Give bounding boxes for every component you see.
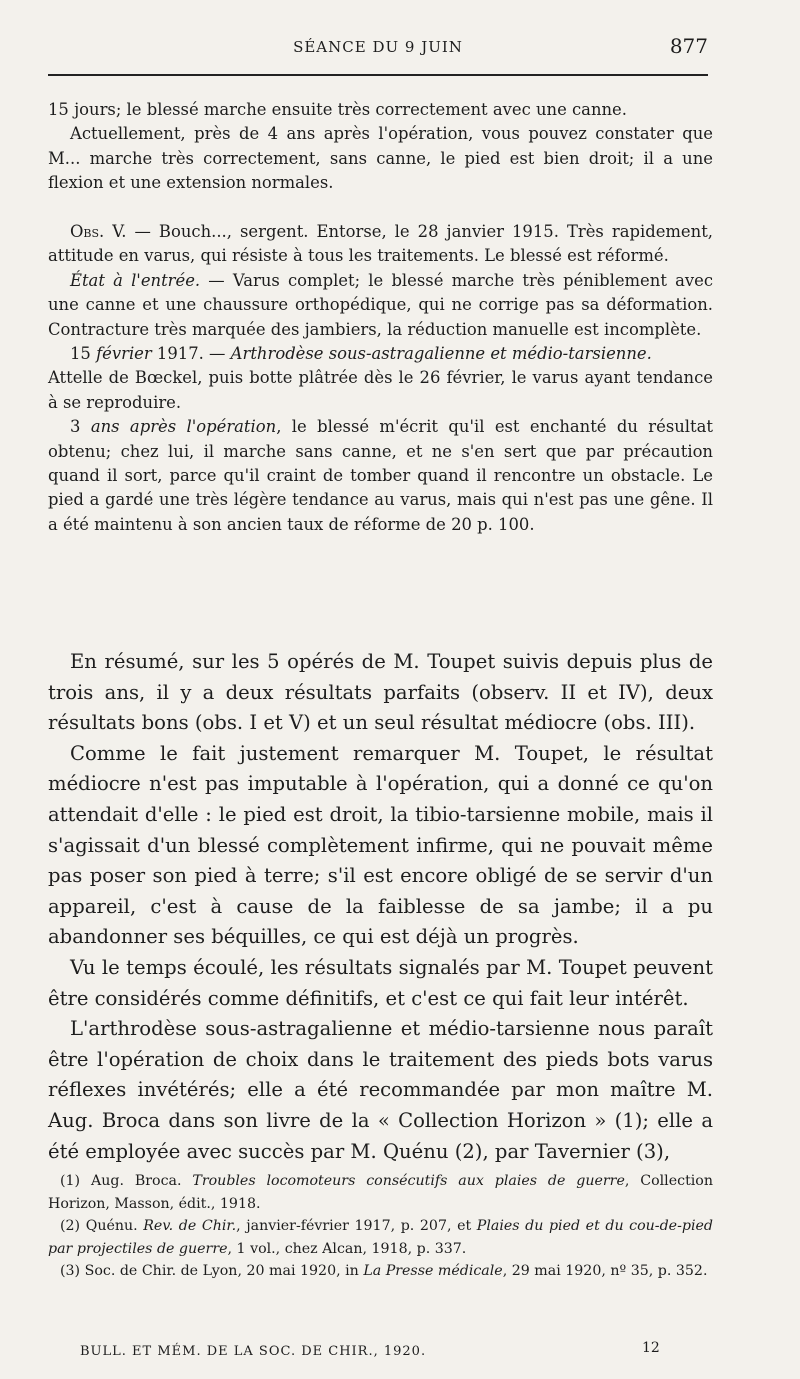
arthrodese-paragraph: L'arthrodèse sous-astragalienne et médio-tarsienne nous paraît être l'opération de choix dans le traitement des pieds bots varus réflexes invétérés; elle a été recommandée par mon maître M. Aug. Broca dans son livre de la « Collection Horizon » (1); elle a été employée avec succès par M. Quénu (2), par Tavernier (3),: [48, 1017, 713, 1163]
op-date-year: 1917. —: [151, 344, 231, 364]
fn3-issue: , 29 mai 1920, nº 35, p. 352.: [502, 1263, 708, 1280]
operation-paragraph: [48, 342, 713, 366]
fn2-journal: Rev. de Chir.: [143, 1218, 237, 1235]
fn1-title: Troubles locomoteurs consécutifs aux plaies de guerre: [192, 1173, 625, 1189]
footnote-1: [48, 1170, 713, 1215]
running-head: SÉANCE DU 9 JUIN: [293, 38, 463, 56]
fn2-book: Plaies du pied et du cou-de-pied par projectiles de guerre: [48, 1218, 713, 1257]
resume-paragraph: En résumé, sur les 5 opérés de M. Toupet suivis depuis plus de trois ans, il y a deux résultats parfaits (observ. II et IV), deux résultats bons (obs. I et V) et un seul résultat médiocre (obs. III).: [48, 650, 713, 735]
etat-label: État à l'entrée.: [70, 270, 201, 290]
observation-block: [48, 98, 713, 196]
temps-paragraph: Vu le temps écoulé, les résultats signalés par M. Toupet peuvent être considérés comme définitifs, et c'est ce qui fait leur intérêt.: [48, 955, 713, 1010]
footnote-3: [48, 1260, 713, 1283]
fn2-publisher: , 1 vol., chez Alcan, 1918, p. 337.: [227, 1240, 467, 1257]
toupet-paragraph: Comme le fait justement remarquer M. Toupet, le résultat médiocre n'est pas imputable à l'opération, qui a donné ce qu'on attendait d'elle : le pied est droit, la tibio-tarsienne mobile, mais il s'agissait d'un blessé complètement infirme, qui ne pouvait même pas poser son pied à terre; s'il est encore obligé de se servir d'un appareil, c'est à cause de la faiblesse de sa jambe; il a pu abandonner ses béquilles, ce qui est déjà un progrès.: [48, 741, 713, 949]
obs-v-label: Obs. V.: [70, 222, 127, 241]
main-text: [48, 647, 713, 1167]
fn2-author: (2) Quénu.: [60, 1218, 144, 1235]
header-rule: [48, 74, 708, 76]
obs-v-paragraph: [48, 220, 713, 269]
fn1-author: (1) Aug. Broca.: [60, 1173, 193, 1189]
operation-name: Arthrodèse sous-astragalienne et médio-tarsienne.: [230, 344, 652, 364]
etat-text: — Varus complet; le blessé marche très péniblement avec une canne et une chaussure orthopédique, qui ne corrige pas sa déformation. Contracture très marquée des jambiers, la réduction manuelle est incomplète.: [48, 270, 714, 339]
observation-v: [48, 220, 713, 537]
after-italic: ans après l'opération: [90, 417, 277, 437]
obs-v-text: — Bouch..., sergent. Entorse, le 28 janvier 1915. Très rapidement, attitude en varus, qui résiste à tous les traitements. Le blessé est réformé.: [48, 222, 713, 266]
fn3-journal: La Presse médicale: [363, 1263, 503, 1280]
page-footer: BULL. ET MÉM. DE LA SOC. DE CHIR., 1920.: [80, 1344, 427, 1359]
obs-continuation: 15 jours; le blessé marche ensuite très correctement avec une canne.: [48, 100, 627, 119]
fn2-date: , janvier-février 1917, p. 207, et: [236, 1218, 477, 1235]
after-prefix: 3: [70, 417, 91, 437]
footnote-2: [48, 1215, 713, 1260]
obs-actuellement: Actuellement, près de 4 ans après l'opération, vous pouvez constater que M... marche très correctement, sans canne, le pied est bien droit; il a une flexion et une extension normales.: [48, 124, 713, 193]
signature-mark: 12: [642, 1340, 660, 1356]
footnotes: [48, 1170, 713, 1283]
page-header: [48, 36, 708, 60]
page-number: 877: [669, 34, 708, 58]
op-date-month: février: [96, 344, 152, 364]
after-text: , le blessé m'écrit qu'il est enchanté du résultat obtenu; chez lui, il marche sans canne, et ne s'en sert que par précaution quand il sort, parce qu'il craint de tomber quand il rencontre un obstacle. Le pied a gardé une très légère tendance au varus, mais qui n'est pas une gêne. Il a été maintenu à son ancien taux de réforme de 20 p. 100.: [48, 417, 713, 534]
after-paragraph: [48, 415, 713, 537]
fn1-publisher: , Collection Horizon, Masson, édit., 1918.: [48, 1173, 713, 1212]
etat-paragraph: [48, 269, 713, 342]
attelle-paragraph: Attelle de Bœckel, puis botte plâtrée dès le 26 février, le varus ayant tendance à se reproduire.: [48, 368, 713, 412]
op-date-day: 15: [70, 344, 97, 364]
fn3-source: (3) Soc. de Chir. de Lyon, 20 mai 1920, in: [60, 1263, 364, 1280]
